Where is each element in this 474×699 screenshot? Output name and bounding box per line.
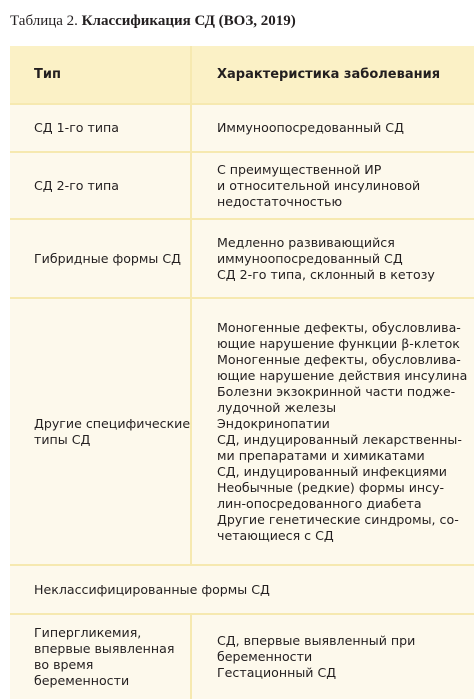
type-line: Гипергликемия, (34, 625, 142, 640)
description-line: СД, впервые выявленный при (217, 633, 416, 648)
type-cell (10, 615, 192, 699)
type-line: типы СД (34, 431, 91, 447)
description-line: Моногенные дефекты, обусловлива- (217, 319, 461, 335)
table-header-row (10, 46, 474, 105)
description-line: Иммуноопосредованный СД (217, 120, 404, 135)
classification-table (10, 46, 474, 699)
table-number: Таблица 2. (10, 13, 78, 29)
description-line: недостаточностью (217, 193, 343, 209)
description-cell (192, 220, 474, 297)
description-line: лин-опосредованного диабета (217, 495, 422, 511)
header-characteristic: Характеристика заболевания (217, 66, 441, 82)
description-line: ющие нарушение функции β-клеток (217, 335, 460, 351)
description-line: Медленно развивающийся (217, 234, 395, 250)
header-type: Тип (10, 46, 192, 103)
description-line: СД 2-го типа, склонный в кетозу (217, 266, 435, 282)
description-line: Моногенные дефекты, обусловлива- (217, 351, 461, 367)
description-line: Гестационный СД (217, 665, 337, 680)
description-cell (192, 299, 474, 564)
table-row (10, 299, 474, 566)
type-cell (10, 220, 192, 297)
description-line: иммуноопосредованный СД (217, 250, 403, 266)
description-line: Болезни экзокринной части подже- (217, 383, 456, 399)
type-cell (10, 105, 192, 151)
description-line: ющие нарушение действия инсулина (217, 367, 468, 383)
type-line: СД 1-го типа (34, 120, 119, 135)
table-row (10, 153, 474, 220)
unclassified-cell: Неклассифицированные формы СД (34, 581, 270, 597)
description-line: беременности (217, 649, 313, 664)
description-line: Другие генетические синдромы, со- (217, 511, 459, 527)
type-line: Другие специфические (34, 415, 191, 431)
table-row (10, 220, 474, 299)
description-cell (192, 615, 474, 699)
description-cell (192, 105, 474, 151)
type-line: впервые выявленная (34, 641, 175, 656)
description-line: СД, индуцированный инфекциями (217, 463, 447, 479)
table-row (10, 105, 474, 153)
type-cell (10, 153, 192, 218)
description-line: Эндокринопатии (217, 415, 330, 431)
description-line: лудочной железы (217, 399, 337, 415)
type-line: Гибридные формы СД (34, 250, 181, 266)
description-line: Необычные (редкие) формы инсу- (217, 479, 445, 495)
type-cell (10, 299, 192, 564)
description-line: и относительной инсулиновой (217, 177, 421, 193)
description-line: четающиеся с СД (217, 527, 334, 543)
table-row (10, 615, 474, 699)
description-cell (192, 153, 474, 218)
type-line: беременности (34, 673, 130, 688)
description-line: С преимущественной ИР (217, 161, 382, 177)
description-line: СД, индуцированный лекарственны- (217, 431, 462, 447)
unclassified-row (10, 566, 474, 615)
table-caption (10, 13, 296, 30)
description-line: ми препаратами и химикатами (217, 447, 425, 463)
type-line: СД 2-го типа (34, 177, 119, 193)
table-title: Классификация СД (ВОЗ, 2019) (81, 13, 296, 29)
type-line: во время (34, 657, 94, 672)
